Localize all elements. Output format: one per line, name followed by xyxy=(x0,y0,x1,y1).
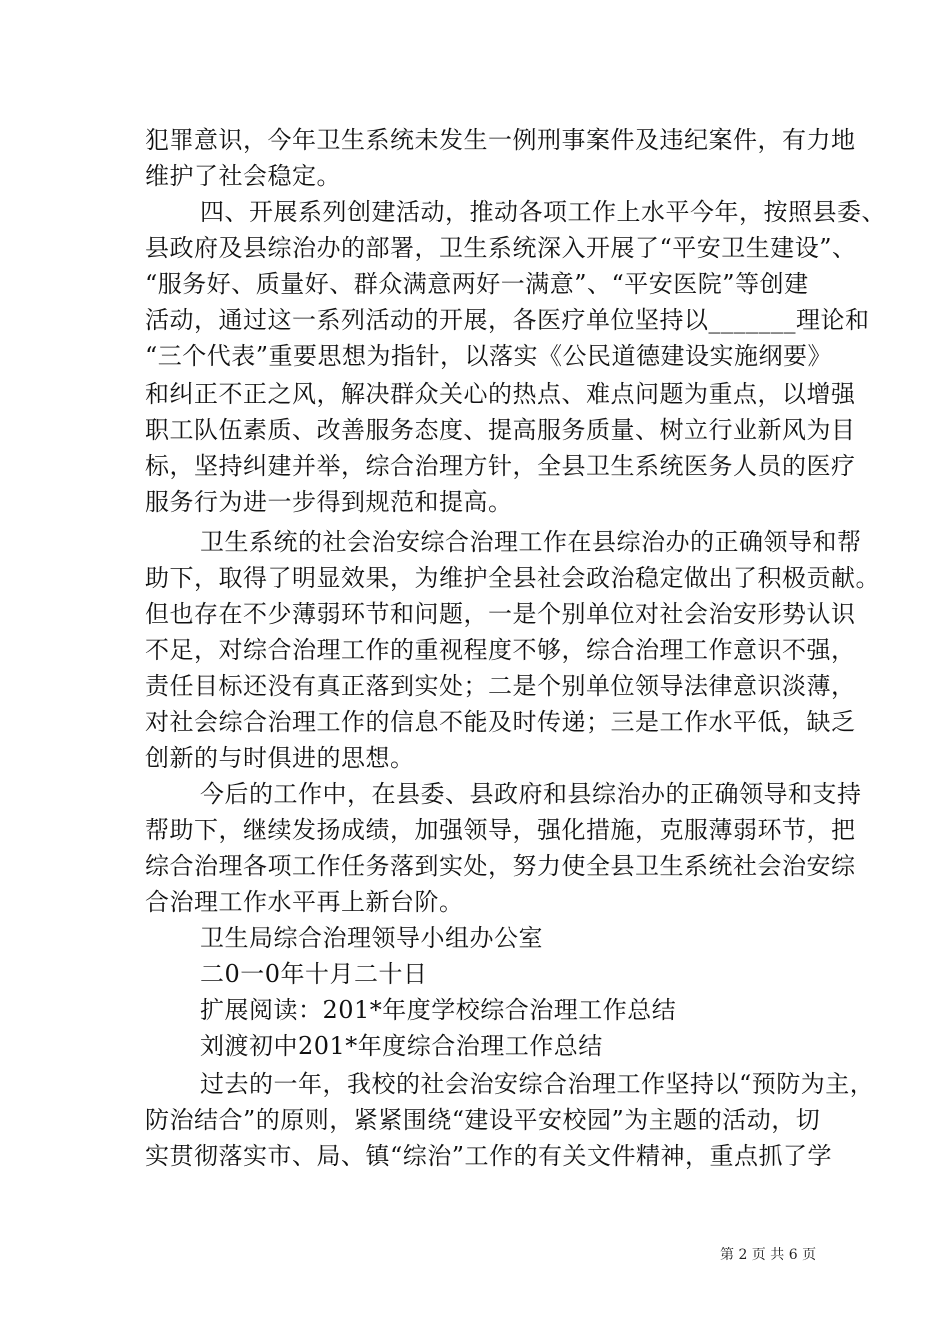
text-line: 职工队伍素质、改善服务态度、提高服务质量、树立行业新风为目 xyxy=(145,416,856,444)
text-line: 标，坚持纠建并举，综合治理方针，全县卫生系统医务人员的医疗 xyxy=(145,452,856,480)
extended-reading-title: 扩展阅读：201*年度学校综合治理工作总结 xyxy=(200,996,677,1024)
text-line: 实贯彻落实市、局、镇“综治”工作的有关文件精神，重点抓了学 xyxy=(145,1142,833,1170)
text-line: 但也存在不少薄弱环节和问题，一是个别单位对社会治安形势认识 xyxy=(145,600,856,628)
text-line: 不足，对综合治理工作的重视程度不够，综合治理工作意识不强， xyxy=(145,636,856,664)
text-line: 犯罪意识，今年卫生系统未发生一例刑事案件及违纪案件，有力地 xyxy=(145,126,856,154)
paragraph-start-line: 四、开展系列创建活动，推动各项工作上水平今年，按照县委、 xyxy=(200,198,886,226)
text-line: “服务好、质量好、群众满意两好一满意”、“平安医院”等创建 xyxy=(145,270,809,298)
page-number: 第 2 页 共 6 页 xyxy=(720,1247,817,1263)
section-title: 刘渡初中201*年度综合治理工作总结 xyxy=(200,1032,603,1060)
text-line: 防治结合”的原则，紧紧围绕“建设平安校园”为主题的活动，切 xyxy=(145,1106,821,1134)
text-line: 服务行为进一步得到规范和提高。 xyxy=(145,488,513,516)
signature-office: 卫生局综合治理领导小组办公室 xyxy=(200,924,543,952)
text-line: 综合治理各项工作任务落到实处，努力使全县卫生系统社会治安综 xyxy=(145,852,856,880)
text-line: 和纠正不正之风，解决群众关心的热点、难点问题为重点，以增强 xyxy=(145,380,856,408)
paragraph-start-line: 过去的一年，我校的社会治安综合治理工作坚持以“预防为主， xyxy=(200,1070,875,1098)
text-line: “三个代表”重要思想为指针，以落实《公民道德建设实施纲要》 xyxy=(145,342,833,370)
signature-date: 二0一0年十月二十日 xyxy=(200,960,428,988)
text-line: 县政府及县综治办的部署，卫生系统深入开展了“平安卫生建设”、 xyxy=(145,234,857,262)
text-line: 维护了社会稳定。 xyxy=(145,162,341,190)
text-line: 对社会综合治理工作的信息不能及时传递；三是工作水平低，缺乏 xyxy=(145,708,856,736)
text-line: 助下，取得了明显效果，为维护全县社会政治稳定做出了积极贡献。 xyxy=(145,564,880,592)
text-line: 帮助下，继续发扬成绩，加强领导，强化措施，克服薄弱环节，把 xyxy=(145,816,856,844)
text-line: 活动，通过这一系列活动的开展，各医疗单位坚持以_______理论和 xyxy=(145,306,870,334)
text-line: 责任目标还没有真正落到实处；二是个别单位领导法律意识淡薄， xyxy=(145,672,856,700)
paragraph-start-line: 今后的工作中，在县委、县政府和县综治办的正确领导和支持 xyxy=(200,780,862,808)
text-line: 创新的与时俱进的思想。 xyxy=(145,744,415,772)
paragraph-start-line: 卫生系统的社会治安综合治理工作在县综治办的正确领导和帮 xyxy=(200,528,862,556)
text-line: 合治理工作水平再上新台阶。 xyxy=(145,888,464,916)
